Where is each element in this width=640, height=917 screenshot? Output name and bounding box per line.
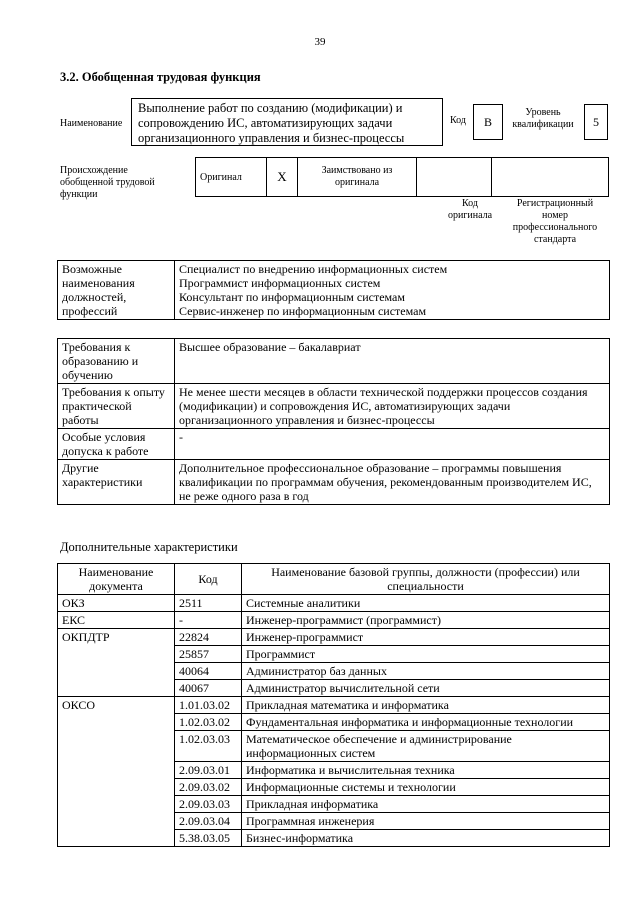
doc-name: ЕКС [58, 612, 175, 629]
additional-header-row [58, 564, 610, 595]
doc-title: Бизнес-информатика [242, 830, 610, 847]
doc-title: Администратор вычислительной сети [242, 680, 610, 697]
header-code: Код [175, 564, 242, 595]
doc-code: 40067 [175, 680, 242, 697]
header-document: Наименование документа [58, 564, 175, 595]
doc-title: Программная инженерия [242, 813, 610, 830]
page-number: 39 [314, 36, 326, 48]
qualification-level-label: Уровень квалификации [512, 107, 574, 130]
section-title: 3.2. Обобщенная трудовая функция [60, 70, 261, 84]
doc-name: ОКЗ [58, 595, 175, 612]
doc-code: 1.02.03.02 [175, 714, 242, 731]
function-name-value: Выполнение работ по созданию (модификации) и сопровождению ИС, автоматизирующих задачи организационного управления и бизнес-процессы [131, 98, 443, 146]
positions-list [175, 261, 610, 320]
requirement-label: Требования к опыту практической работы [58, 384, 175, 429]
code-original-label: Код оригинала [447, 198, 493, 221]
doc-code: 1.02.03.03 [175, 731, 242, 762]
requirement-row [58, 384, 610, 429]
requirement-row [58, 460, 610, 505]
requirement-value: Дополнительное профессиональное образование – программы повышения квалификации по программам обучения, рекомендованным производителем ИС, не реже одного раза в год [175, 460, 610, 505]
doc-title: Администратор баз данных [242, 663, 610, 680]
requirement-row [58, 339, 610, 384]
header-group: Наименование базовой группы, должности (профессии) или специальности [242, 564, 610, 595]
table-row [58, 595, 610, 612]
doc-code: 22824 [175, 629, 242, 646]
function-code-label: Код [450, 115, 466, 126]
doc-title: Информационные системы и технологии [242, 779, 610, 796]
doc-code: 1.01.03.02 [175, 697, 242, 714]
doc-code: 2.09.03.04 [175, 813, 242, 830]
doc-code: 2.09.03.01 [175, 762, 242, 779]
origin-label: Происхождение обобщенной трудовой функции [60, 165, 155, 200]
positions-label: Возможные наименования должностей, профессий [58, 261, 175, 320]
requirement-label: Особые условия допуска к работе [58, 429, 175, 460]
position-item: Программист информационных систем [179, 276, 381, 290]
table-row [58, 697, 610, 714]
additional-title: Дополнительные характеристики [60, 540, 238, 554]
borrowed-label: Заимствовано из оригинала [298, 158, 417, 197]
doc-code: - [175, 612, 242, 629]
requirement-row [58, 429, 610, 460]
requirement-value: Высшее образование – бакалавриат [175, 339, 610, 384]
doc-title: Прикладная математика и информатика [242, 697, 610, 714]
reg-number-label: Регистрационный номер профессионального стандарта [512, 198, 598, 245]
position-item: Специалист по внедрению информационных систем [179, 262, 448, 276]
requirement-value: - [175, 429, 610, 460]
doc-name: ОКСО [58, 697, 175, 847]
origin-table [195, 157, 609, 197]
requirement-label: Другие характеристики [58, 460, 175, 505]
requirements-table [57, 338, 610, 505]
doc-code: 5.38.03.05 [175, 830, 242, 847]
doc-title: Системные аналитики [242, 595, 610, 612]
table-row [58, 612, 610, 629]
table-row [58, 629, 610, 646]
doc-title: Математическое обеспечение и администрирование информационных систем [242, 731, 610, 762]
doc-title: Программист [242, 646, 610, 663]
function-name-label: Наименование [60, 118, 123, 129]
requirement-value: Не менее шести месяцев в области технической поддержки процессов создания (модификации) и сопровождения ИС, автоматизирующих задачи организационного управления и бизнес-процессы [175, 384, 610, 429]
doc-title: Информатика и вычислительная техника [242, 762, 610, 779]
position-item: Консультант по информационным системам [179, 290, 405, 304]
additional-table [57, 563, 610, 847]
doc-code: 40064 [175, 663, 242, 680]
doc-code: 2.09.03.02 [175, 779, 242, 796]
reg-number-cell [492, 158, 609, 197]
position-item: Сервис-инженер по информационным системам [179, 304, 427, 318]
original-label: Оригинал [196, 158, 267, 197]
original-mark: X [267, 158, 298, 197]
function-code-value: B [473, 104, 503, 140]
doc-code: 2.09.03.03 [175, 796, 242, 813]
positions-table [57, 260, 610, 320]
doc-title: Фундаментальная информатика и информационные технологии [242, 714, 610, 731]
requirement-label: Требования к образованию и обучению [58, 339, 175, 384]
doc-title: Инженер-программист (программист) [242, 612, 610, 629]
doc-code: 25857 [175, 646, 242, 663]
doc-title: Прикладная информатика [242, 796, 610, 813]
doc-title: Инженер-программист [242, 629, 610, 646]
doc-name: ОКПДТР [58, 629, 175, 697]
doc-code: 2511 [175, 595, 242, 612]
qualification-level-value: 5 [584, 104, 608, 140]
code-original-cell [417, 158, 492, 197]
